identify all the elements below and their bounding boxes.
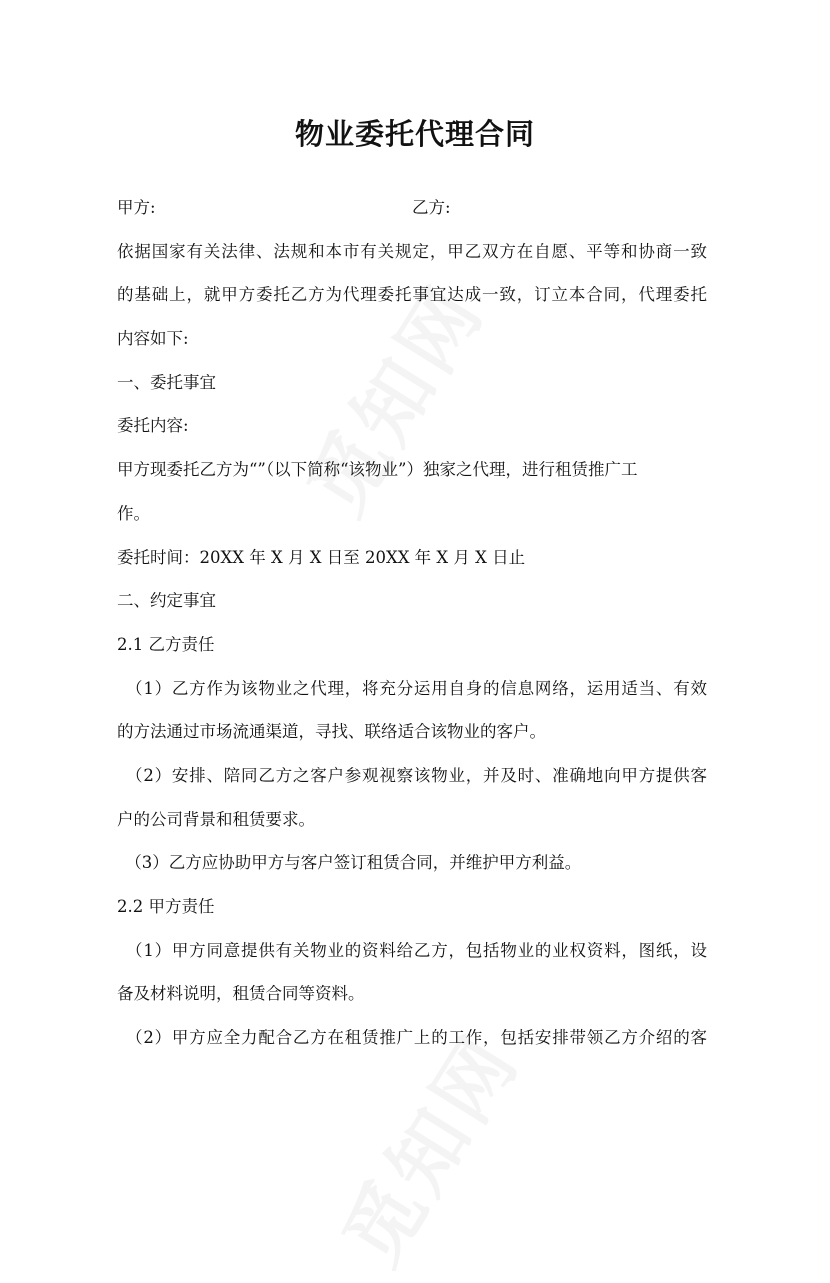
paragraph-line: （2）甲方应全力配合乙方在租赁推广上的工作，包括安排带领乙方介绍的客 — [117, 1028, 707, 1048]
parties-line — [117, 186, 707, 230]
paragraph-line: 依据国家有关法律、法规和本市有关规定，甲乙双方在自愿、平等和协商一致 — [117, 241, 707, 261]
paragraph-line: （1）乙方作为该物业之代理，将充分运用自身的信息网络，运用适当、有效 — [117, 678, 707, 698]
paragraph-line: 作。 — [117, 503, 150, 523]
paragraph-line: 的基础上，就甲方委托乙方为代理委托事宜达成一致，订立本合同，代理委托 — [117, 285, 707, 305]
paragraph-line: （2）安排、陪同乙方之客户参观视察该物业，并及时、准确地向甲方提供客 — [117, 765, 707, 785]
party-a-label: 甲方: — [117, 198, 156, 217]
paragraph-line: 委托时间：20XX 年 X 月 X 日至 20XX 年 X 月 X 日止 — [117, 547, 526, 567]
paragraph-line: 二、约定事宜 — [117, 591, 216, 611]
document-body — [117, 186, 707, 1060]
paragraph-line: 备及材料说明，租赁合同等资料。 — [117, 984, 365, 1004]
paragraph-line: 甲方现委托乙方为“”（以下简称“该物业”）独家之代理，进行租赁推广工 — [117, 460, 638, 480]
paragraph-line: 委托内容: — [117, 416, 189, 436]
paragraph-line: 一、委托事宜 — [117, 372, 216, 392]
paragraph-line: 2.2 甲方责任 — [117, 897, 215, 916]
paragraph-line: （3）乙方应协助甲方与客户签订租赁合同，并维护甲方利益。 — [117, 853, 582, 873]
paragraph-line: （1）甲方同意提供有关物业的资料给乙方，包括物业的业权资料，图纸，设 — [117, 940, 707, 960]
party-b-label: 乙方: — [412, 198, 451, 217]
paragraph-line: 户的公司背景和租赁要求。 — [117, 809, 315, 829]
page-title: 物业委托代理合同 — [294, 117, 535, 151]
paragraph-line: 2.1 乙方责任 — [117, 634, 215, 654]
paragraph-line: 的方法通过市场流通渠道，寻找、联络适合该物业的客户。 — [117, 722, 546, 742]
paragraph-line: 内容如下: — [117, 329, 189, 349]
